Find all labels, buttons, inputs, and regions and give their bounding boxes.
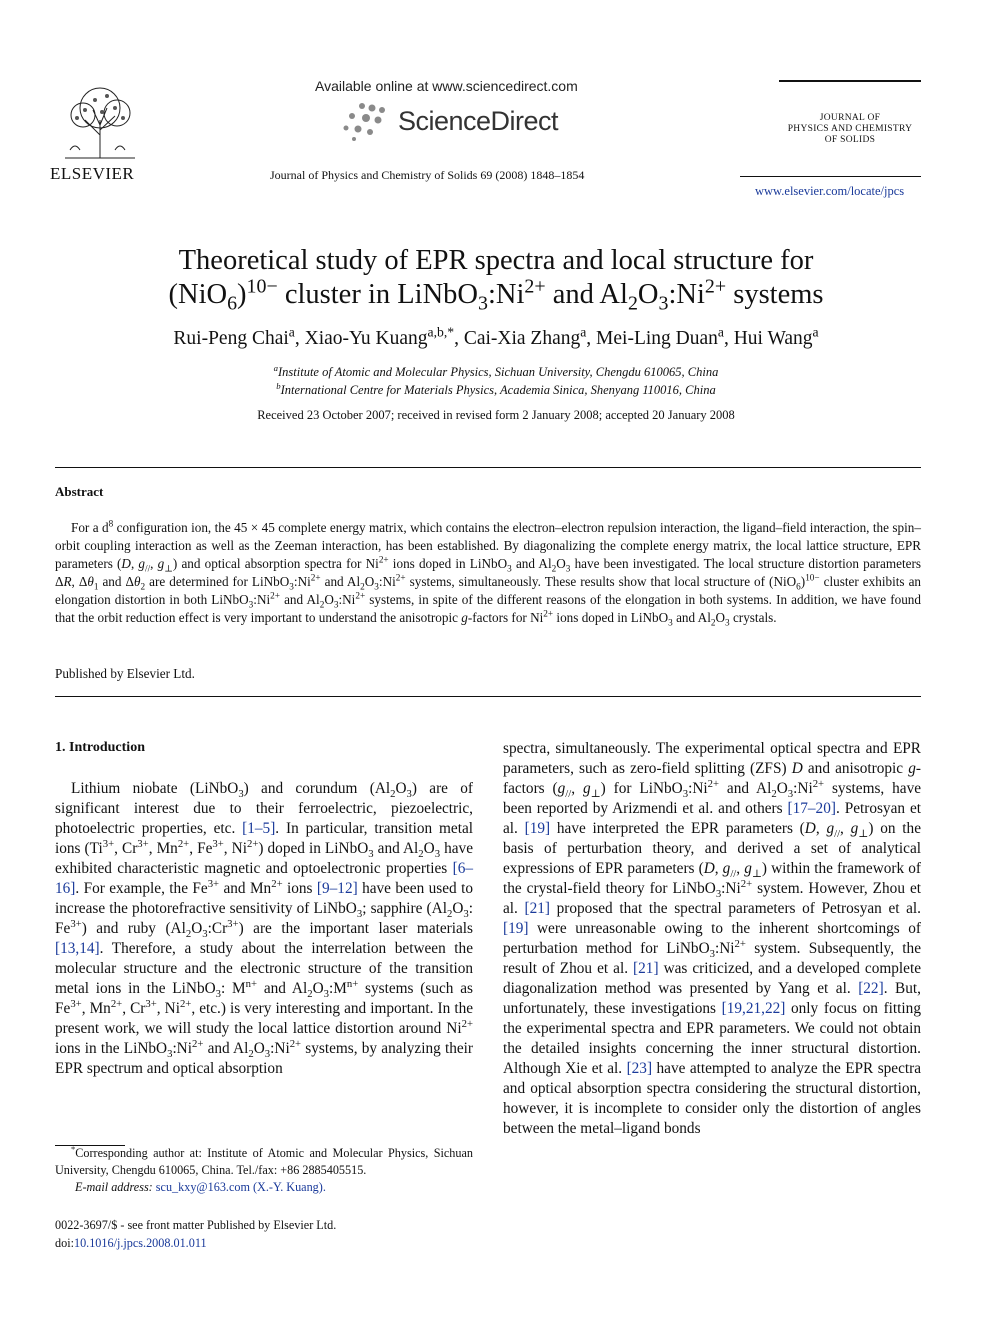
title-line-2: $(NiO_6)^{10-}$ cluster in $LiNbO_3:Ni^{2+}$ and $Al_2O_3:Ni^{2+}$ systems [168, 275, 824, 315]
citation-link[interactable]: [21] [524, 900, 550, 917]
affiliations [0, 363, 992, 399]
sciencedirect-logo [340, 100, 580, 144]
citation-link[interactable]: [6–16] [55, 860, 473, 897]
intro-left-column: Lithium niobate (LiNbO$_3$) and corundum $(Al_2O_3)$ are of significant interest due to their ferroelectric, piezoelectric, photoelectric properties, etc. [1–5]. In particular, transition metal ions ($Ti^{3+}$, $Cr^{3+}$, $Mn^{2+}$, $Fe^{3+}$, $Ni^{2+}$) doped in LiNbO$_3$ and $Al_2O_3$ have exhibited characteristic magnetic and optoelectronic properties [6–16]. For example, the $Fe^{3+}$ and $Mn^{2+}$ ions [9–12] have been used to increase the photorefractive sensitivity of LiNbO$_3$; sapphire ($Al_2O_3$: $Fe^{3+}$) and ruby $(Al_2O_3:Cr^{3+})$ are the important laser materials [13,14]. Therefore, a study about the interrelation between the molecular structure and the electronic structure of the transition metal ions in the LiNbO$_3$: $M^{n+}$ and $Al_2O_3:M^{n+}$ systems (such as $Fe^{3+}$, $Mn^{2+}$, $Cr^{3+}$, $Ni^{2+}$, etc.) is very interesting and important. In the present work, we will study the local lattice distortion around $Ni^{2+}$ ions in the $LiNbO_3:Ni^{2+}$ and $Al_2O_3:Ni^{2+}$ systems, by analyzing their EPR spectrum and optical absorption [55, 780, 474, 1077]
published-by: Published by Elsevier Ltd. [55, 666, 195, 681]
journal-name-line: PHYSICS AND CHEMISTRY [787, 124, 913, 134]
author[interactable]: Cai-Xia Zhang$^a$ [463, 324, 587, 349]
author[interactable]: Mei-Ling Duan$^a$ [596, 324, 724, 349]
citation-link[interactable]: [19] [503, 920, 529, 937]
affiliation-a: $^a$Institute of Atomic and Molecular Physics, Sichuan University, Chengdu 610065, China [273, 362, 719, 379]
corresponding-footnote: *Corresponding author at: Institute of Atomic and Molecular Physics, Sichuan University, Chengdu 610065, China. Tel./fax: +86 2885405515. E-mail address: scu_kxy@163.com (X.-Y. Kuang). [55, 1143, 473, 1194]
citation-link[interactable]: [23] [626, 1060, 653, 1077]
abstract-body: For a $d^8$ configuration ion, the 45 × 45 complete energy matrix, which contains the electron–electron repulsion interaction, the ligand–field interaction, the spin–orbit coupling interaction as well as the Zeeman interaction, has been established. By diagonalizing the complete energy matrix, the local lattice structure, EPR parameters (D, $g_{//}$, $g_\perp$) and optical absorption spectra for $Ni^{2+}$ ions doped in LiNbO$_3$ and $Al_2O_3$ have been investigated. The local structure distortion parameters ΔR, $\Delta\theta_1$ and $\Delta\theta_2$ are determined for $LiNbO_3:Ni^{2+}$ and $Al_2O_3:Ni^{2+}$ systems, simultaneously. These results show that local structure of $(NiO_6)^{10-}$ cluster exhibits an elongation distortion in both $LiNbO_3:Ni^{2+}$ and $Al_2O_3:Ni^{2+}$ systems, in spite of the different reasons of the elongation in both systems. In addition, we have found that the orbit reduction effect is very important to understand the anisotropic g-factors for $Ni^{2+}$ ions doped in LiNbO$_3$ and $Al_2O_3$ crystals. [55, 518, 922, 628]
citation-link[interactable]: [13,14] [55, 940, 100, 957]
available-online-text: Available online at www.sciencedirect.com [315, 78, 578, 94]
citation-link[interactable]: [21] [633, 960, 659, 977]
issn-line: 0022-3697/$ - see front matter Published by Elsevier Ltd. [55, 1218, 337, 1232]
author-list: Rui-Peng Chai$^a$, Xiao-Yu Kuang$^{a,b,*}$, Cai-Xia Zhang$^a$, Mei-Ling Duan$^a$, Hui Wang$^a$ [173, 324, 819, 349]
citation-link[interactable]: [22] [858, 980, 884, 997]
doi-link[interactable]: 10.1016/j.jpcs.2008.01.011 [73, 1236, 207, 1250]
sciencedirect-dots-icon [340, 102, 390, 142]
intro-right-column: spectra, simultaneously. The experimental optical spectra and EPR parameters, such as zero-field splitting (ZFS) D and anisotropic g-factors ($g_{//}$, $g_\perp$) for $LiNbO_3:Ni^{2+}$ and $Al_2O_3:Ni^{2+}$ systems, have been reported by Arizmendi et al. and others [17–20]. Petrosyan et al. [19] have interpreted the EPR parameters (D, $g_{//}$, $g_\perp$) on the basis of perturbation theory, and derived a set of analytical expressions of EPR parameters (D, $g_{//}$, $g_\perp$) within the framework of the crystal-field theory for $LiNbO_3:Ni^{2+}$ system. However, Zhou et al. [21] proposed that the spectral parameters of Petrosyan et al. [19] were unreasonable owing to the inherent shortcomings of perturbation method for $LiNbO_3:Ni^{2+}$ system. Subsequently, the result of Zhou et al. [21] was criticized, and a developed complete diagonalization method was presented by Yang et al. [22]. But, unfortunately, these investigations [19,21,22] only focus on fitting the experimental spectra and EPR parameters. We could not obtain the detailed insights concerning the inner structural distortion. Although Xie et al. [23] have attempted to analyze the EPR spectra and optical absorption spectra considering the structural distortion, however, it is incomplete to consider only the distortion of angles between the metal–ligand bonds [503, 740, 922, 1137]
email-link[interactable]: scu_kxy@163.com (X.-Y. Kuang). [155, 1180, 326, 1194]
publisher-name: ELSEVIER [50, 164, 135, 183]
author[interactable]: Hui Wang$^a$ [733, 324, 819, 349]
citation-link[interactable]: [1–5] [242, 820, 276, 837]
citation-link[interactable]: [17–20] [787, 800, 836, 817]
sciencedirect-name: ScienceDirect [398, 106, 559, 136]
citation-link[interactable]: [9–12] [316, 880, 358, 897]
doi-line: doi:10.1016/j.jpcs.2008.01.011 [55, 1236, 207, 1250]
intro-heading: 1. Introduction [55, 740, 145, 755]
author[interactable]: Xiao-Yu Kuang$^{a,b,*}$ [304, 324, 455, 349]
affiliation-b: $^b$International Centre for Materials Physics, Academia Sinica, Shenyang 110016, China [276, 380, 716, 397]
front-matter [55, 1216, 336, 1252]
author[interactable]: Rui-Peng Chai$^a$ [173, 324, 295, 349]
journal-url-link[interactable]: www.elsevier.com/locate/jpcs [755, 184, 905, 198]
article-title [0, 244, 992, 315]
journal-citation: Journal of Physics and Chemistry of Solids 69 (2008) 1848–1854 [270, 168, 585, 182]
received-dates: Received 23 October 2007; received in revised form 2 January 2008; accepted 20 January 2008 [257, 408, 735, 422]
citation-link[interactable]: [19,21,22] [721, 1000, 786, 1017]
journal-name-line: JOURNAL OF [819, 113, 881, 123]
journal-name-block [779, 113, 921, 146]
journal-name-line: OF SOLIDS [824, 135, 876, 145]
abstract-heading: Abstract [55, 484, 104, 499]
elsevier-tree-icon [55, 80, 145, 160]
citation-link[interactable]: [19] [524, 820, 551, 837]
title-line-1: Theoretical study of EPR spectra and local structure for [178, 245, 814, 276]
elsevier-logo [50, 80, 150, 185]
